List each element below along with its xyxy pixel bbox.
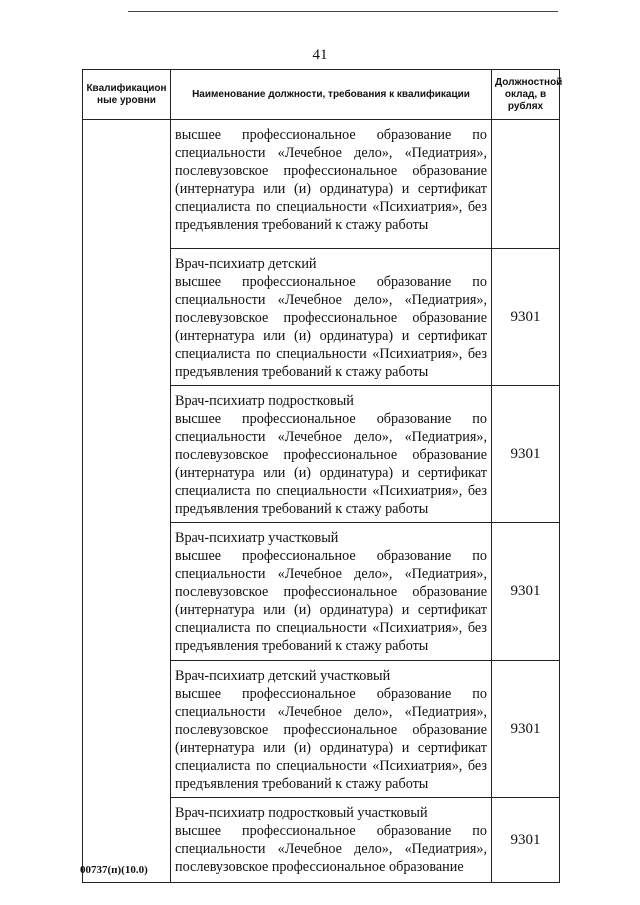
salary-cell: 9301 [492, 798, 560, 883]
requirements-text: высшее профессиональное образование по специальности «Лечебное дело», «Педиатрия», послевузовское профессиональное образование (интернатура или (и) ординатура) и сертификат специалиста по специальности «Психиатрия», без предъявления требований к стажу работы [175, 686, 487, 792]
qualification-table [82, 69, 563, 883]
position-cell [171, 661, 492, 798]
requirements-text: высшее профессиональное образование по специальности «Лечебное дело», «Педиатрия», послевузовское профессиональное образование (интернатура или (и) ординатура) и сертификат специалиста по специальности «Психиатрия», без предъявления требований к стажу работы [175, 548, 487, 654]
position-cell [171, 120, 492, 249]
requirements-text: высшее профессиональное образование по специальности «Лечебное дело», «Педиатрия», послевузовское профессиональное образование (интернатура или (и) ординатура) и сертификат специалиста по специальности «Психиатрия», без предъявления требований к стажу работы [175, 411, 487, 517]
salary-cell [492, 120, 560, 249]
header-position: Наименование должности, требования к квалификации [171, 70, 492, 120]
position-title: Врач-психиатр подростковый участковый [175, 805, 428, 821]
table-row [83, 120, 560, 249]
position-cell [171, 249, 492, 386]
salary-cell: 9301 [492, 661, 560, 798]
salary-cell: 9301 [492, 249, 560, 386]
position-title: Врач-психиатр подростковый [175, 393, 354, 409]
position-cell [171, 798, 492, 883]
position-cell [171, 386, 492, 523]
position-title: Врач-психиатр детский [175, 256, 317, 272]
header-level: Квалификацион ные уровни [83, 70, 171, 120]
document-code: 00737(п)(10.0) [80, 864, 148, 876]
page-number: 41 [312, 47, 328, 63]
header-salary: Должностной оклад, в рублях [492, 70, 560, 120]
level-cell [83, 120, 171, 883]
position-cell [171, 523, 492, 661]
position-title: Врач-психиатр участковый [175, 530, 339, 546]
salary-cell: 9301 [492, 523, 560, 661]
salary-cell: 9301 [492, 386, 560, 523]
position-title: Врач-психиатр детский участковый [175, 668, 391, 684]
table-header-row [83, 70, 560, 120]
top-rule [128, 11, 558, 12]
requirements-text: высшее профессиональное образование по специальности «Лечебное дело», «Педиатрия», послевузовское профессиональное образование [175, 823, 487, 875]
requirements-text: высшее профессиональное образование по специальности «Лечебное дело», «Педиатрия», послевузовское профессиональное образование (интернатура или (и) ординатура) и сертификат специалиста по специальности «Психиатрия», без предъявления требований к стажу работы [175, 127, 487, 233]
requirements-text: высшее профессиональное образование по специальности «Лечебное дело», «Педиатрия», послевузовское профессиональное образование (интернатура или (и) ординатура) и сертификат специалиста по специальности «Психиатрия», без предъявления требований к стажу работы [175, 274, 487, 380]
